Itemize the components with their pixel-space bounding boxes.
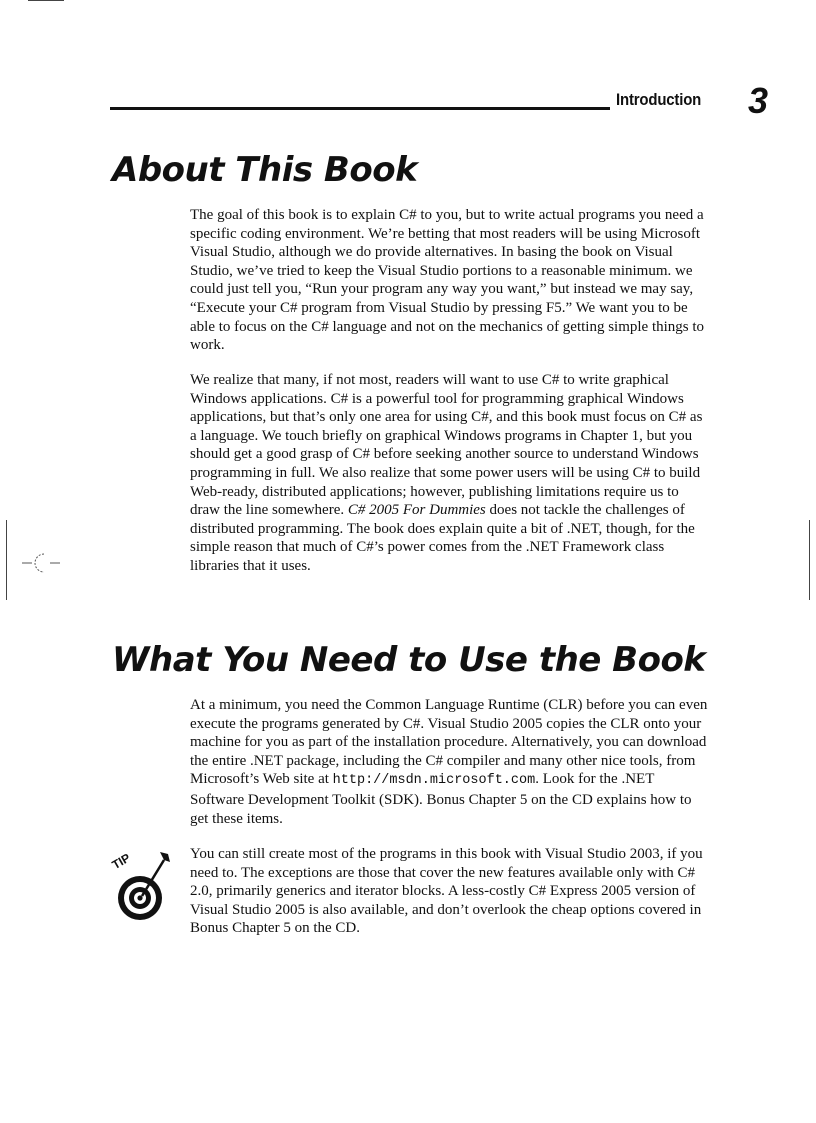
paragraph-text: does not tackle the challenges of distributed programming. The book does explain quite a bit of .NET, though, for the simple reason that much of C#’s power comes from the .NET Framework class libraries that it uses. [190,502,695,574]
section-heading-about-this-book: About This Book [112,150,418,190]
book-title-italic: C# 2005 For Dummies [347,502,486,519]
running-head [110,80,770,121]
url-code: http://msdn.microsoft.com [332,773,536,789]
paragraph-text: . Look for the .NET Software Development Toolkit (SDK). Bonus Chapter 5 on the CD explains how to get these items. [190,771,692,827]
tip-target-icon [110,846,174,926]
running-head-rule [110,107,610,110]
running-head-title: Introduction [616,90,702,109]
body-paragraph [190,696,710,828]
paragraph-text: We realize that many, if not most, readers will want to use C# to write graphical Windows applications. C# is a powerful tool for programming graphical Windows applications, but that’s only one area for using C#, and this book must focus on C# as a language. We touch briefly on graphical Windows programs in Chapter 1, but you should get a good grasp of C# before seeking another source to understand Windows programming in full. We also realize that some power users will be using C# to build Web-ready, distributed applications; however, publishing limitations require us to draw the line somewhere. [190,372,703,519]
crop-mark-right [809,520,816,600]
page-number: 3 [748,80,769,121]
registration-mark-icon [22,548,62,578]
tip-paragraph: You can still create most of the programs in this book with Visual Studio 2003, if you need to. The exceptions are those that cover the new features available only with C# 2.0, primarily generics and iterator blocks. A less-costly C# Express 2005 version of Visual Studio 2005 is also available, and don’t overlook the cheap options covered in Bonus Chapter 5 on the CD. [190,846,703,937]
paragraph-text: At a minimum, you need the Common Language Runtime (CLR) before you can even execute the programs generated by C#. Visual Studio 2005 copies the CLR onto your machine for you as part of the installation procedure. Alternatively, you can download the entire .NET package, including the C# compiler and many other nice tools, from Microsoft’s Web site at [190,697,708,788]
tip-icon-label: TIP [110,850,133,873]
crop-mark-top-left [28,0,64,3]
body-paragraph: The goal of this book is to explain C# to you, but to write actual programs you need a specific coding environment. We’re betting that most readers will be using Microsoft Visual Studio, although we do provide alternatives. In basing the book on Visual Studio, we’ve tried to keep the Visual Studio portions to a reasonable minimum. we could just tell you, “Run your program any way you want,” but instead we may say, “Execute your C# program from Visual Studio by pressing F5.” We want you to be able to focus on the C# language and not on the mechanics of getting simple things to work. [190,207,705,354]
crop-mark-left [0,520,7,600]
body-paragraph [190,371,710,576]
section-heading-what-you-need: What You Need to Use the Book [112,640,706,680]
